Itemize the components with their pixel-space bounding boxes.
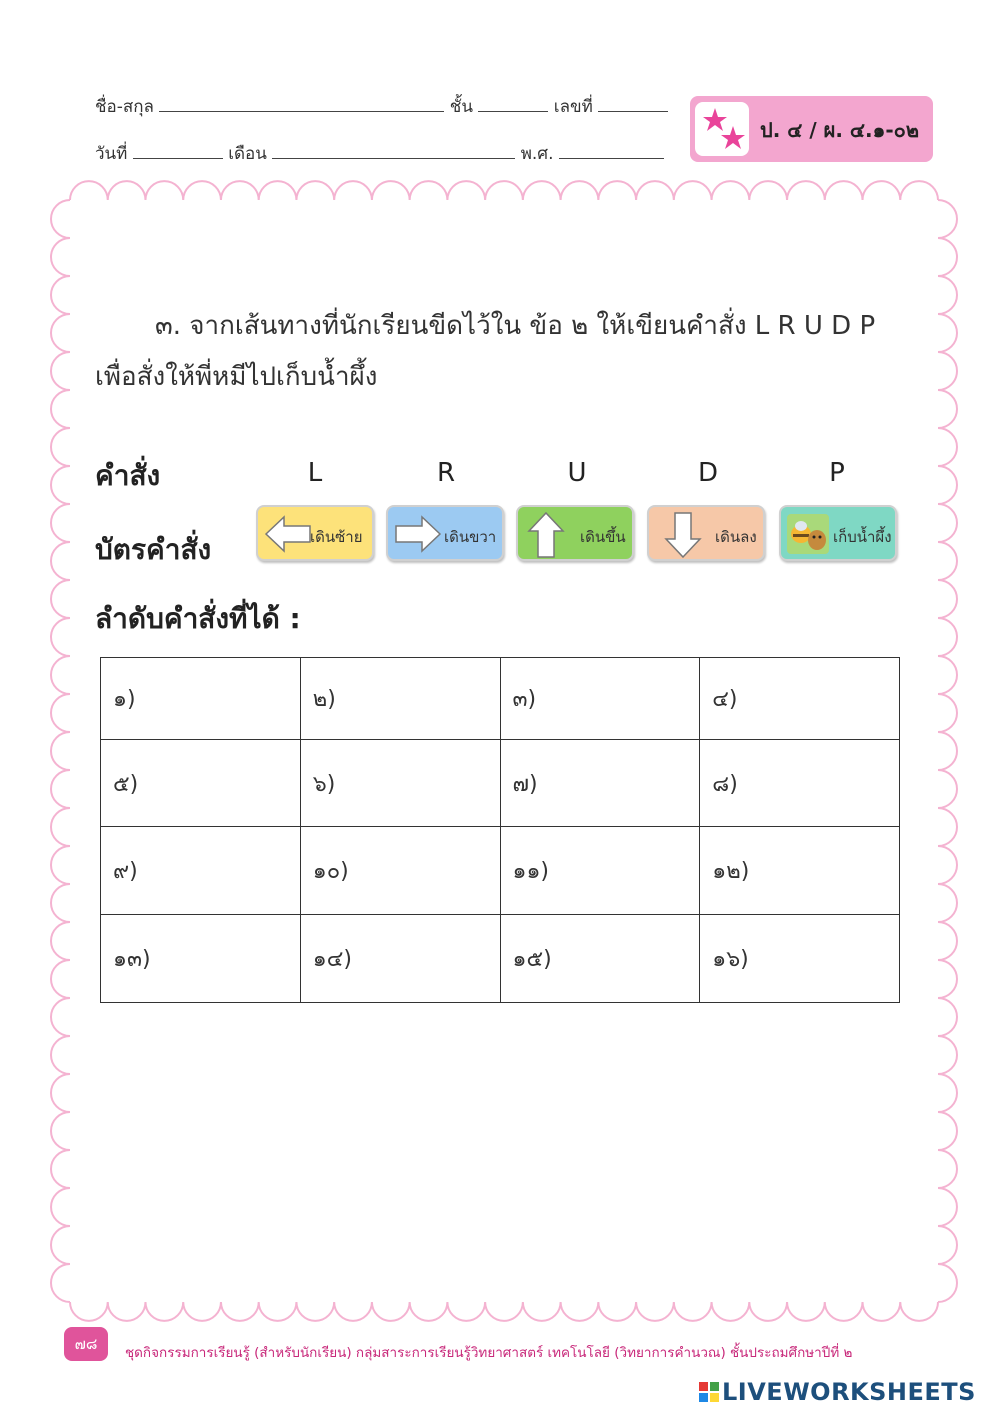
command-letter-p: P — [829, 458, 845, 488]
sequence-cell[interactable]: ๑๕) — [500, 915, 700, 1003]
sequence-cell[interactable]: ๑๔) — [300, 915, 500, 1003]
card-walk-up-label: เดินขึ้น — [580, 528, 626, 546]
command-letter-u: U — [567, 458, 587, 488]
page-number: ๗๘ — [64, 1327, 108, 1361]
sequence-cell[interactable]: ๑๖) — [700, 915, 900, 1003]
sequence-table — [100, 657, 900, 1003]
card-walk-right-label: เดินขวา — [444, 528, 497, 546]
year-label: พ.ศ. — [520, 144, 554, 164]
arrow-left-icon — [264, 514, 312, 554]
command-letter-l: L — [307, 458, 323, 488]
name-label: ชื่อ-สกุล — [95, 97, 154, 117]
liveworksheets-brand: LIVEWORKSHEETS — [722, 1378, 976, 1406]
sequence-cell[interactable]: ๕) — [101, 740, 301, 827]
table-row — [101, 915, 900, 1003]
arrow-right-icon — [394, 514, 442, 554]
card-walk-right — [386, 505, 504, 561]
number-label: เลขที่ — [553, 97, 593, 117]
day-label: วันที่ — [95, 144, 128, 164]
question-line-2: เพื่อสั่งให้พี่หมีไปเก็บน้ำผึ้ง — [95, 362, 378, 392]
card-walk-down — [647, 505, 765, 561]
badge-code: ป. ๔ / ผ. ๔.๑-๐๒ — [760, 118, 920, 142]
sequence-cell[interactable]: ๗) — [500, 740, 700, 827]
question-line-1: ๓. จากเส้นทางที่นักเรียนขีดไว้ใน ข้อ ๒ ให้เขียนคำสั่ง L R U D P — [155, 311, 876, 341]
arrow-down-icon — [663, 511, 703, 559]
cards-label: บัตรคำสั่ง — [95, 533, 212, 566]
class-label: ชั้น — [449, 97, 473, 117]
sequence-label: ลำดับคำสั่งที่ได้ : — [95, 602, 301, 635]
sequence-cell[interactable]: ๑๐) — [300, 827, 500, 915]
sequence-cell[interactable]: ๑๒) — [700, 827, 900, 915]
sequence-cell[interactable]: ๒) — [300, 658, 500, 740]
command-letter-d: D — [697, 458, 719, 488]
command-letter-r: R — [436, 458, 456, 488]
table-row — [101, 658, 900, 740]
card-walk-down-label: เดินลง — [715, 528, 757, 546]
table-row — [101, 740, 900, 827]
sequence-cell[interactable]: ๑๓) — [101, 915, 301, 1003]
card-collect-honey — [779, 505, 897, 561]
month-label: เดือน — [228, 144, 267, 164]
card-walk-up — [516, 505, 634, 561]
card-walk-left — [256, 505, 374, 561]
sequence-cell[interactable]: ๑) — [101, 658, 301, 740]
arrow-up-icon — [526, 511, 566, 559]
sequence-cell[interactable]: ๔) — [700, 658, 900, 740]
bee-honey-icon — [785, 512, 831, 556]
liveworksheets-logo — [698, 1378, 976, 1406]
table-row — [101, 827, 900, 915]
footer-text: ชุดกิจกรรมการเรียนรู้ (สำหรับนักเรียน) กลุ่มสาระการเรียนรู้วิทยาศาสตร์ เทคโนโลยี (วิทยาการคำนวณ) ชั้นประถมศึกษาปีที่ ๒ — [125, 1345, 853, 1361]
sequence-cell[interactable]: ๖) — [300, 740, 500, 827]
sequence-cell[interactable]: ๑๑) — [500, 827, 700, 915]
sequence-cell[interactable]: ๘) — [700, 740, 900, 827]
commands-label: คำสั่ง — [95, 459, 161, 492]
card-walk-left-label: เดินซ้าย — [310, 528, 363, 546]
card-collect-honey-label: เก็บน้ำผึ้ง — [833, 528, 892, 546]
sequence-cell[interactable]: ๓) — [500, 658, 700, 740]
liveworksheets-icon — [698, 1381, 720, 1403]
sequence-cell[interactable]: ๙) — [101, 827, 301, 915]
